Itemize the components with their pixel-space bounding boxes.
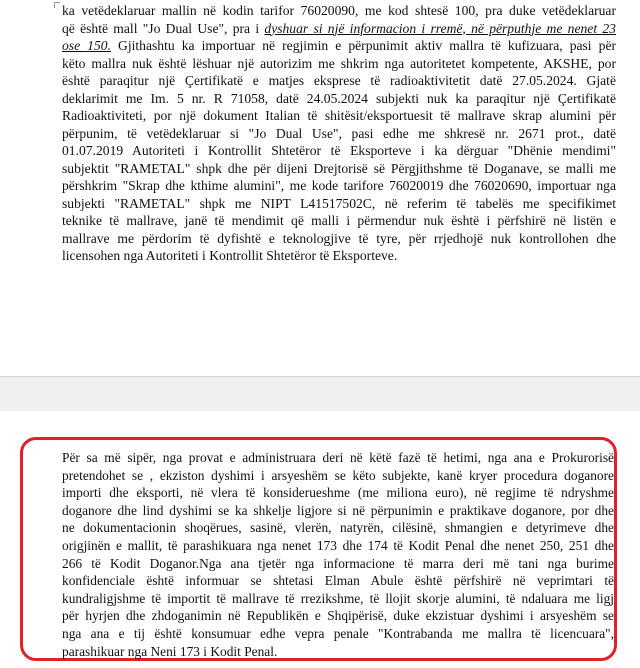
text-line: 01.07.2019 Autoriteti i Kontrollit Shtetëror të Eksporteve i ka dërguar "Dhënie mendimi" (62, 143, 616, 158)
text-line: 266 të Kodit Doganor.Nga ana tjetër nga informacione të marra deri më tani nga burime (62, 555, 614, 571)
text-line: për hyrjen dhe zhdoganimin në Republikën e Shqipërisë, duke ekzistuar dyshimi i arsyeshëm se (62, 608, 614, 624)
underlined-text: ose 150. (62, 38, 111, 53)
page-separator (0, 376, 640, 412)
text-line: nga ana e tij është konsumuar edhe vepra penale "Kontrabanda me mallra të licencuara", (62, 625, 614, 641)
text-line: subjekti "RAMETAL" shpk me NIPT L41517502C, në referim të tabelës me specifikimet (62, 195, 616, 211)
text-fragment: Gjithashtu ka importuar në regjimin e përpunimit aktiv mallra të kufizuara, pasi për (110, 38, 617, 53)
text-line: përshkrim "Skrap dhe kthime alumini", me kode tarifore 76020019 dhe 76020690, importuar nga (62, 178, 616, 193)
paragraph-customs-declaration (62, 2, 616, 265)
text-line: licensohen nga Autoriteti i Kontrollit Shtetëror të Eksporteve. (62, 248, 398, 263)
text-fragment: qё është mall "Jo Dual Use", pra i (62, 20, 265, 36)
text-line: është paraqitur një Çertifikatë e matjes eksprese të radioaktivitetit datë 27.05.2024. Gjatë (62, 73, 616, 88)
text-line: ne dokumentacionin shoqërues, sasinë, vlerën, natyrën, cilësinë, shmangien e detyrimeve dhe (62, 520, 614, 536)
text-line: pretendohet se , ekziston dyshimi i arsyeshëm se këto subjekte, kanë kryer procedura doganore (62, 467, 614, 483)
text-line: deklarimit me Im. 5 nr. R 71058, datë 24.05.2024 subjekti nuk ka paraqitur një Çertifikatë (62, 90, 616, 106)
text-line (62, 20, 616, 38)
text-line: importi dhe eksporti, në vlera të konsiderueshme (me miliona euro), në regjime të ndryshme (62, 485, 614, 501)
text-line: këto mallra nuk është lëshuar një autorizim me shkrim nga autoritetet kompetente, AKSHE, por (62, 55, 616, 71)
text-line: Radioaktiviteti, por një dokument Italian të shitësit/eksportuesit të mallrave skrap alumini për (62, 108, 616, 123)
text-line: doganore dhe lind dyshimi se ka shkelje ligjore si në përpunimin e praktikave doganore, por dhe (62, 502, 614, 518)
text-line: parashikuar nga Neni 173 i Kodit Penal. (62, 643, 278, 659)
text-line (62, 37, 616, 55)
text-line: Për sa më sipër, nga provat e administruara deri në këtë fazë të hetimi, nga ana e Prokurorisë (62, 450, 614, 465)
text-line: subjektit "RAMETAL" shpk dhe për dijeni Drejtorisë së Përgjithshme të Doganave, se malli me (62, 160, 616, 176)
text-line: përpunim, të vetëdeklaruar si "Jo Dual Use", pasi edhe me shkresë nr. 2671 prot., datë (62, 125, 616, 141)
paragraph-prosecution-summary (62, 449, 614, 660)
text-line: ka vetëdeklaruar mallin në kodin tarifor 76020090, me kod shtesë 100, pra duke vetëdeklaruar (62, 3, 616, 18)
text-line: konfidenciale është informuar se shtetasi Elman Abule është përfshirë në veprimtari të (62, 573, 614, 589)
text-line: mallrave me përdorim të dyfishtë e teknologjive të tyre, për rrjedhojë nuk kontrollohen dhe (62, 230, 616, 246)
underlined-text: dyshuar si një informacion i rremë, në përputhje me nenet 23 (264, 20, 616, 36)
text-line: kundraligjshme të importit të mallrave të rrezikshme, të llojit skorje alumini, të ndaluara me ligj (62, 590, 614, 606)
page-corner-mark (54, 2, 60, 8)
text-line: teknike të mallrave, janë të mendimit që malli i përmendur nuk është i përfshirë në listën e (62, 213, 616, 228)
text-line: origjinën e mallit, të parashikuara nga nenet 173 dhe 174 të Kodit Penal dhe nenet 250, 251 dhe (62, 537, 614, 553)
